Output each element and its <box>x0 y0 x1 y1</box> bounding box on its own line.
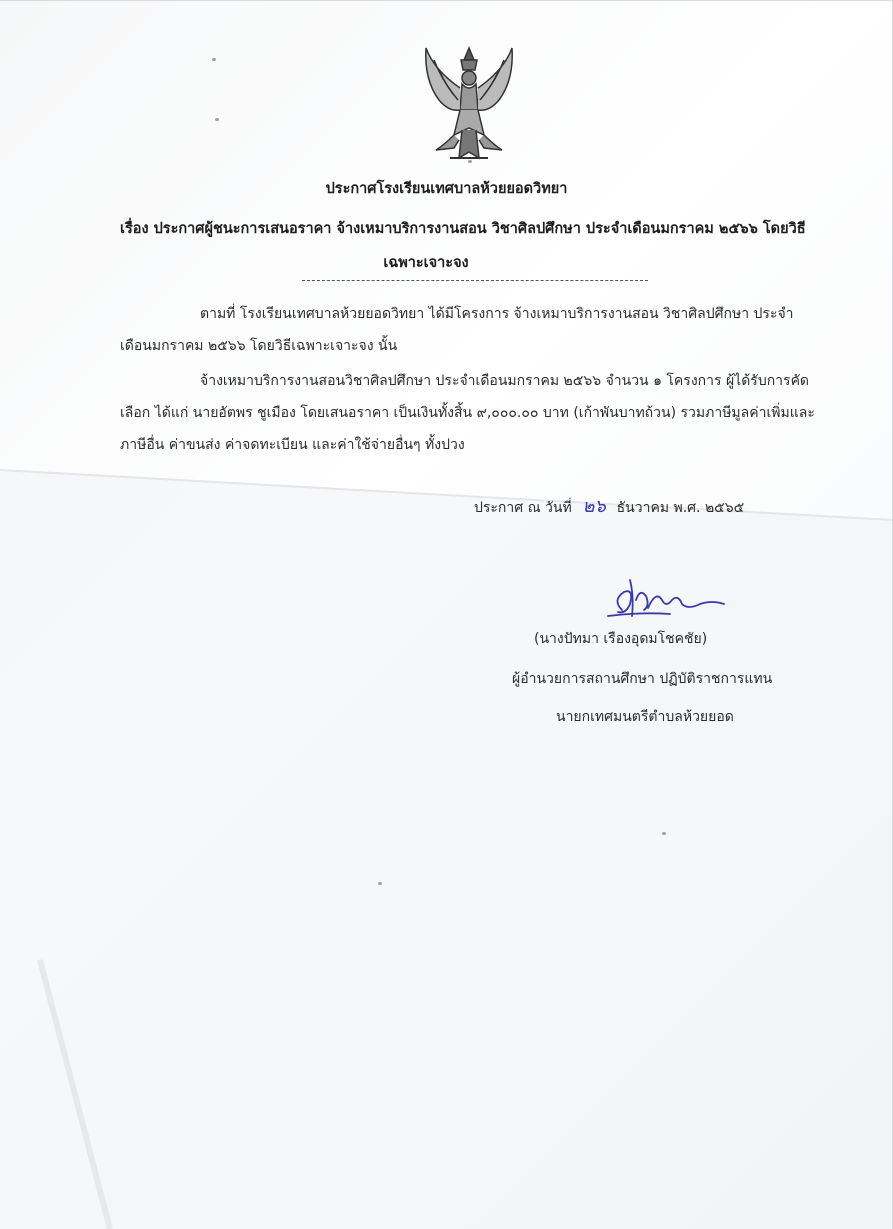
document-title: ประกาศโรงเรียนเทศบาลห้วยยอดวิทยา <box>325 181 568 197</box>
scan-speck <box>468 160 472 163</box>
garuda-emblem-icon <box>414 40 524 170</box>
date-suffix: ธันวาคม พ.ศ. ๒๕๖๕ <box>616 500 745 516</box>
scan-speck <box>662 832 666 835</box>
signer-position-1: ผู้อำนวยการสถานศึกษา ปฏิบัติราชการแทน <box>512 671 773 687</box>
date-prefix: ประกาศ ณ วันที่ <box>474 500 572 516</box>
scan-speck <box>212 58 216 61</box>
scan-speck <box>215 118 219 121</box>
divider <box>302 280 648 281</box>
document-subject <box>120 212 832 280</box>
scan-speck <box>378 882 382 885</box>
subject-line-2: เฉพาะเจาะจง <box>383 255 469 271</box>
signer-position-2: นายกเทศมนตรีตำบลห้วยยอด <box>556 709 734 725</box>
signer-name: (นางปัทมา เรืองอุดมโชคชัย) <box>534 631 708 647</box>
paragraph-award: จ้างเหมาบริการงานสอนวิชาศิลปศึกษา ประจำเดือนมกราคม ๒๕๖๖ จำนวน ๑ โครงการ ผู้ได้รับการคัดเลือก ได้แก่ นายอัตพร ชูเมือง โดยเสนอราคา เป็นเงินทั้งสิ้น ๙,๐๐๐.๐๐ บาท (เก้าพันบาทถ้วน) รวมภาษีมูลค่าเพิ่มและภาษีอื่น ค่าขนส่ง ค่าจดทะเบียน และค่าใช้จ่ายอื่นๆ ทั้งปวง <box>120 373 815 453</box>
paragraph-intro: ตามที่ โรงเรียนเทศบาลห้วยยอดวิทยา ได้มีโครงการ จ้างเหมาบริการงานสอน วิชาศิลปศึกษา ประจำเดือนมกราคม ๒๕๖๖ โดยวิธีเฉพาะเจาะจง นั้น <box>120 306 794 354</box>
subject-line-1: เรื่อง ประกาศผู้ชนะการเสนอราคา จ้างเหมาบริการงานสอน วิชาศิลปศึกษา ประจำเดือนมกราคม ๒๕๖๖ โดยวิธี <box>120 221 806 237</box>
date-day-handwritten: ๒๖ <box>582 496 606 517</box>
announcement-date <box>474 491 744 520</box>
signature-icon <box>600 570 730 625</box>
